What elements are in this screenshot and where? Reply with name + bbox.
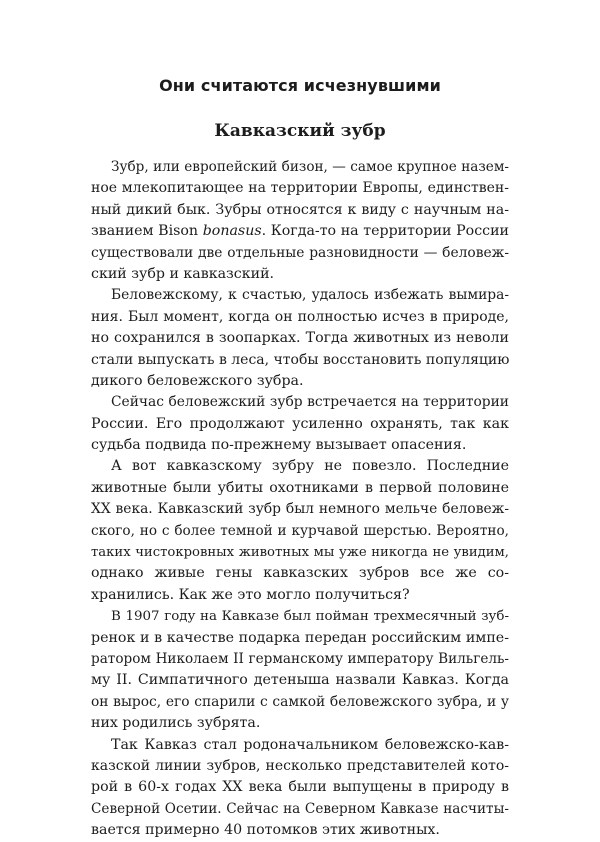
text-line: ский зубр и кавказский. <box>91 265 275 282</box>
text-line: них родились зубрята. <box>91 715 261 732</box>
text-line: ского, но с более темной и курчавой шерстью. Вероятно, <box>91 522 509 539</box>
text-line: хранились. Как же это могло получиться? <box>91 586 410 603</box>
article-body <box>91 157 509 842</box>
text-line: существовали две отдельные разновидности — беловеж- <box>91 244 509 261</box>
text-line <box>91 221 509 242</box>
text-line: казской линии зубров, несколько представителей кото- <box>91 757 509 774</box>
text-fragment: . Когда-то на территории России <box>261 223 509 240</box>
text-line: В 1907 году на Кавказе был пойман трехмесячный зуб- <box>111 609 509 625</box>
text-line: му II. Симпатичного детеныша назвали Кавказ. Когда <box>91 672 509 689</box>
text-line: Беловежскому, к счастью, удалось избежать вымира- <box>111 287 509 304</box>
text-line: Так Кавказ стал родоначальником беловежско-кав- <box>111 736 509 753</box>
article-title: Кавказский зубр <box>214 121 386 141</box>
latin-species-name: bonasus <box>202 223 262 240</box>
text-line: ния. Был момент, когда он полностью исчез в природе, <box>91 308 509 325</box>
text-line: Северной Осетии. Сейчас на Северном Кавказе насчиты- <box>91 800 509 817</box>
text-line: рой в 60-х годах XX века были выпущены в природу в <box>91 779 509 796</box>
text-line: А вот кавказскому зубру не повезло. Последние <box>111 458 509 475</box>
text-line: дикого беловежского зубра. <box>91 372 304 389</box>
text-line: вается примерно 40 потомков этих животных. <box>91 822 440 839</box>
text-line: судьба подвида по-прежнему вызывает опасения. <box>91 437 467 454</box>
text-line: ратором Николаем II германскому императору Вильгель- <box>91 650 509 667</box>
text-line: он вырос, его спарили с самкой беловежского зубра, и у <box>91 693 509 710</box>
section-title: Они считаются исчезнувшими <box>159 76 441 95</box>
text-fragment: званием Bison <box>91 223 203 240</box>
text-line: животные были убиты охотниками в первой половине <box>91 479 509 496</box>
text-line: России. Его продолжают усиленно охранять, так как <box>91 415 509 432</box>
text-line: Сейчас беловежский зубр встречается на территории <box>111 394 509 411</box>
text-line: таких чистокровных животных мы уже никогда не увидим, <box>91 545 509 561</box>
text-line: стали выпускать в леса, чтобы восстановить популяцию <box>91 351 510 368</box>
text-line: XX века. Кавказский зубр был немного мельче беловеж- <box>91 501 509 518</box>
text-line: Зубр, или европейский бизон, — самое крупное назем- <box>111 159 509 175</box>
text-line: однако живые гены кавказских зубров все же со- <box>91 565 509 582</box>
text-line: ный дикий бык. Зубры относятся к виду с научным на- <box>91 201 509 218</box>
text-line: ренок и в качестве подарка передан российским импе- <box>91 629 509 646</box>
text-line: но сохранился в зоопарках. Тогда животных из неволи <box>91 330 509 347</box>
text-line: ное млекопитающее на территории Европы, единствен- <box>91 180 509 197</box>
